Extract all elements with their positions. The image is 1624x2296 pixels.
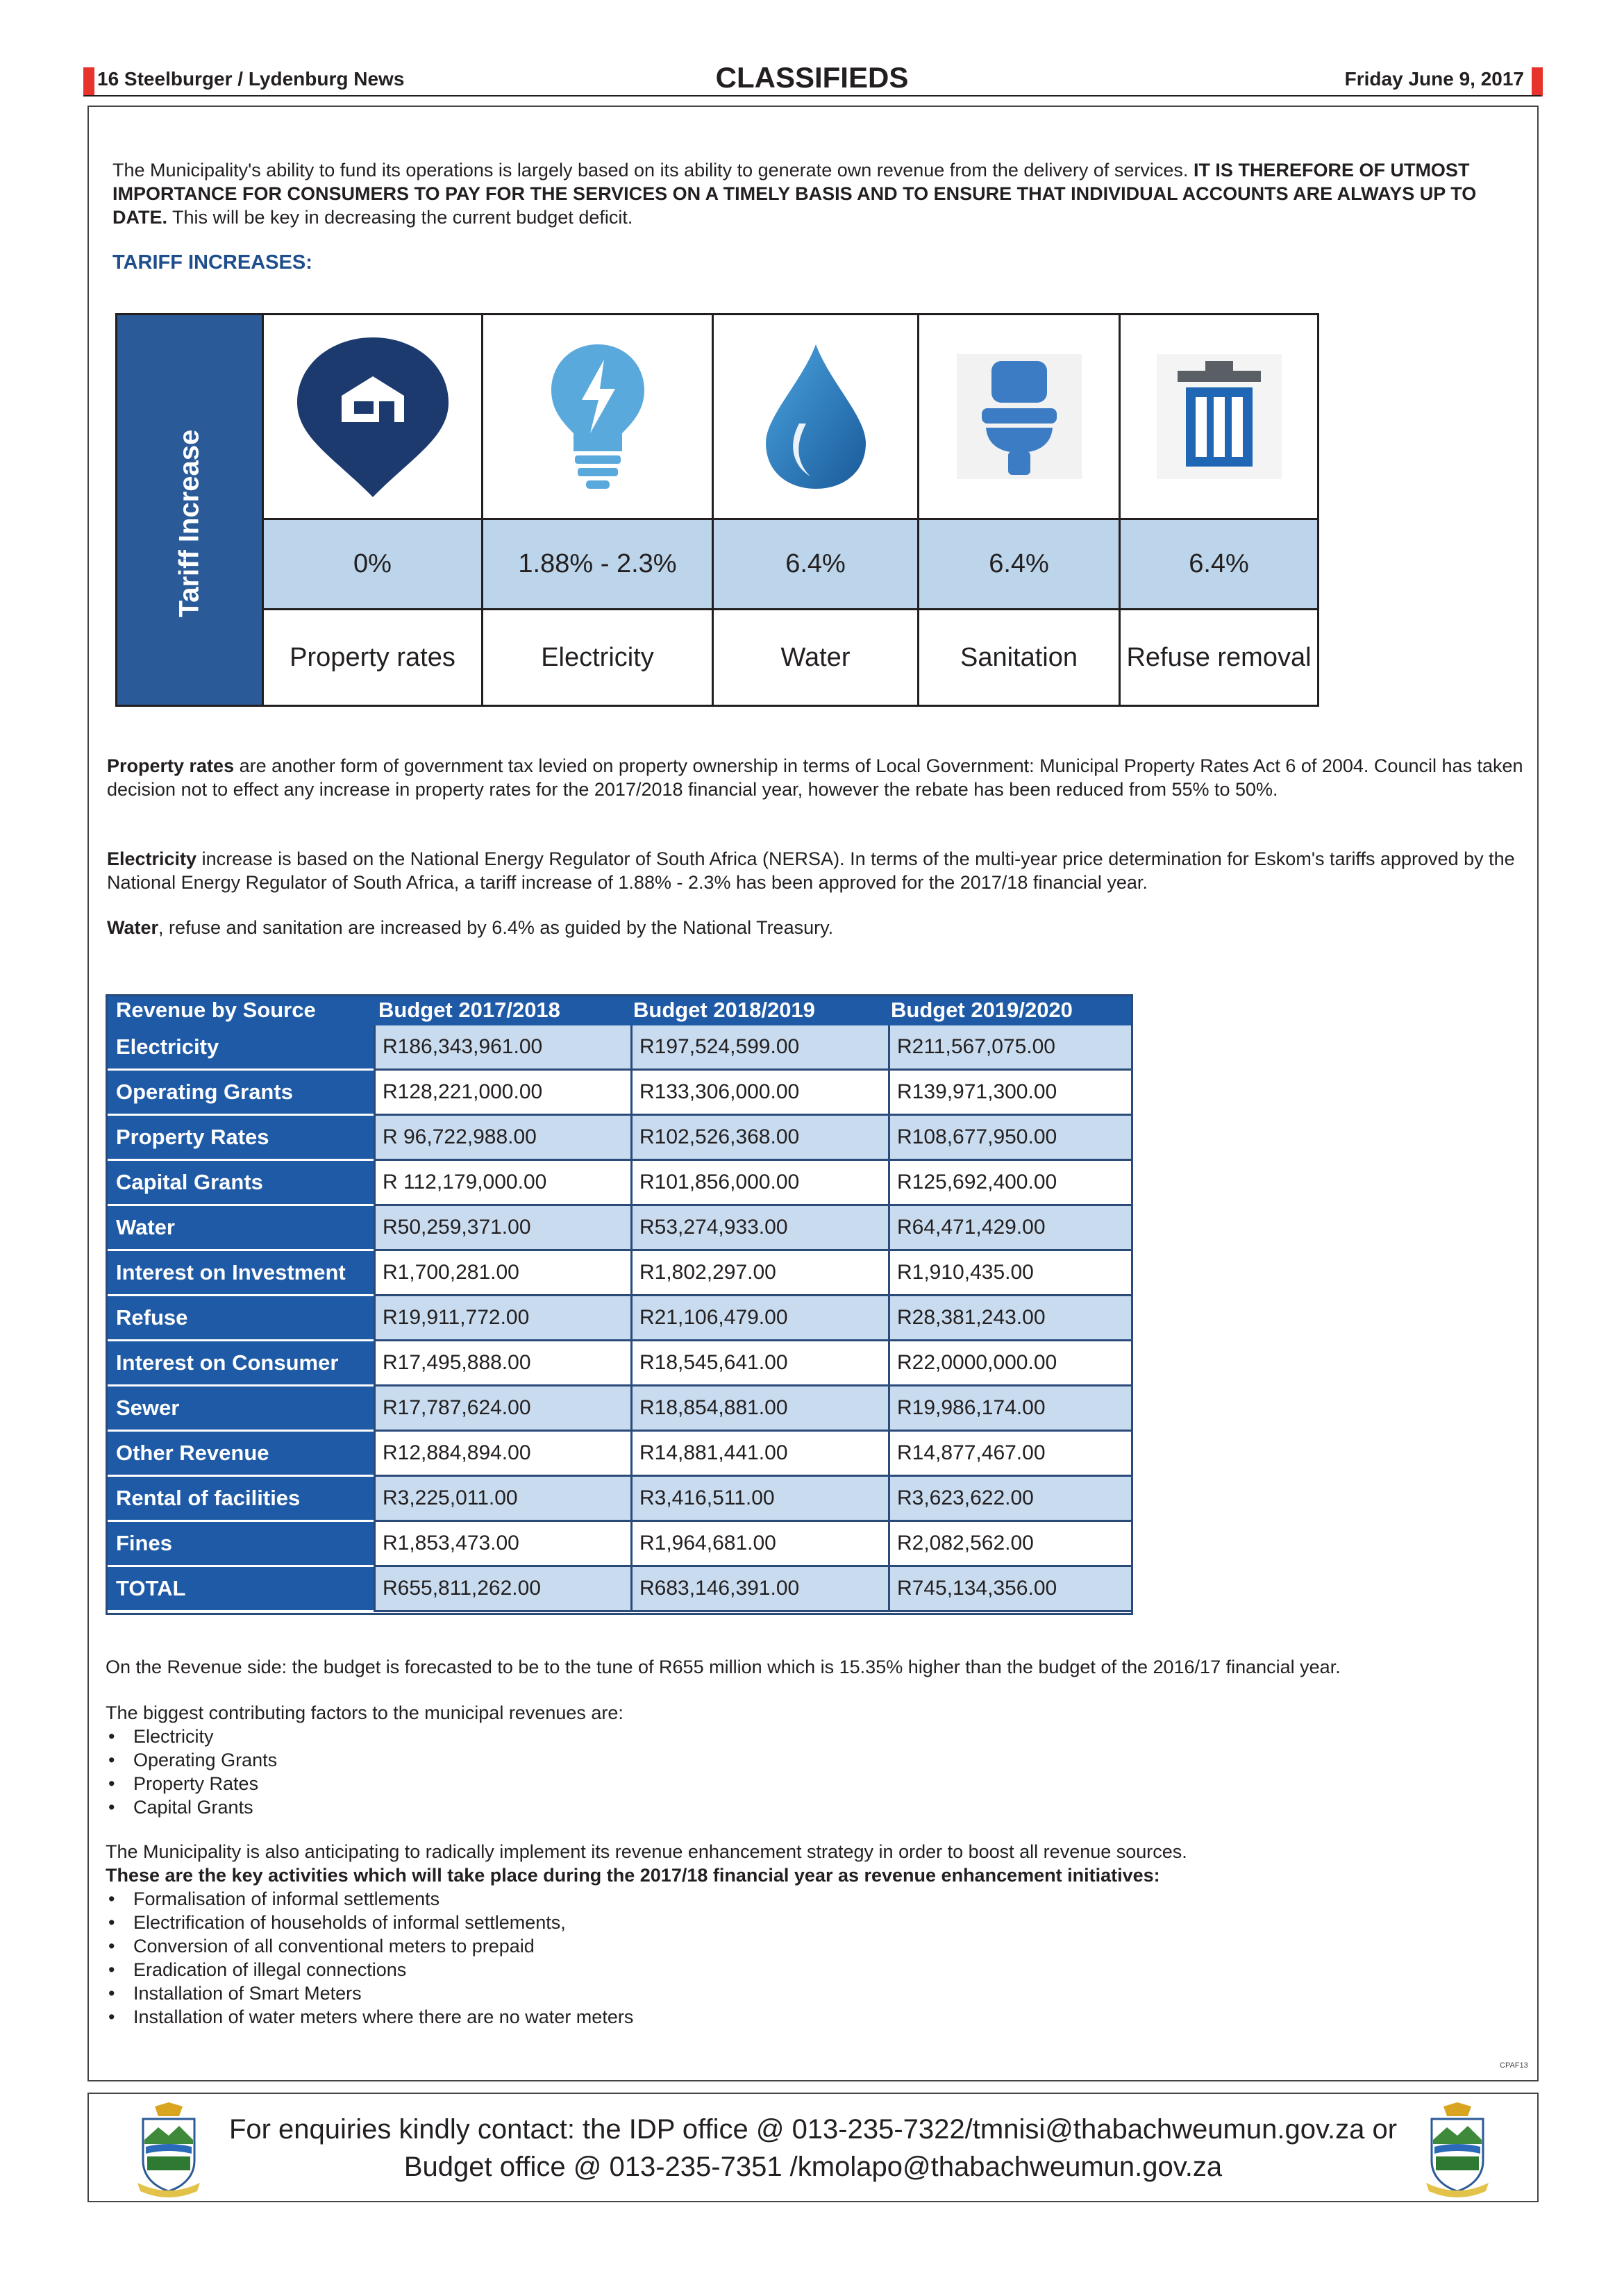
property-rates-note <box>107 754 1530 801</box>
budget-cell: R18,545,641.00 <box>630 1341 888 1386</box>
factors-intro: The biggest contributing factors to the municipal revenues are: <box>106 1702 623 1723</box>
budget-cell: R22,0000,000.00 <box>888 1341 1131 1386</box>
budget-cell: R2,082,562.00 <box>888 1522 1131 1567</box>
tariff-name: Water <box>780 642 851 672</box>
table-row <box>108 1432 1131 1477</box>
tariff-name: Refuse removal <box>1126 642 1312 672</box>
budget-cell: R1,910,435.00 <box>888 1251 1131 1296</box>
list-item: • Electricity <box>106 1725 1425 1748</box>
list-item: • Formalisation of informal settlements <box>106 1887 1425 1911</box>
table-row <box>108 1341 1131 1386</box>
budget-cell: R12,884,894.00 <box>374 1432 630 1477</box>
note-text: , refuse and sanitation are increased by 6.4% as guided by the National Treasury. <box>158 917 834 938</box>
revenue-source: Other Revenue <box>108 1432 374 1477</box>
table-row <box>108 1025 1131 1071</box>
list-item: • Electrification of households of informal settlements, <box>106 1911 1425 1934</box>
budget-cell: R1,964,681.00 <box>630 1522 888 1567</box>
budget-cell: R101,856,000.00 <box>630 1161 888 1206</box>
table-row <box>108 1116 1131 1161</box>
budget-cell: R18,854,881.00 <box>630 1386 888 1432</box>
budget-cell: R139,971,300.00 <box>888 1071 1131 1116</box>
tariff-percent: 6.4% <box>1121 518 1317 610</box>
note-term: Property rates <box>107 755 235 776</box>
tariff-name: Sanitation <box>960 642 1078 672</box>
table-row <box>108 1251 1131 1296</box>
list-item: • Eradication of illegal connections <box>106 1958 1425 1981</box>
revenue-source: Refuse <box>108 1296 374 1341</box>
budget-cell: R21,106,479.00 <box>630 1296 888 1341</box>
newspaper-page-label: 16 Steelburger / Lydenburg News <box>97 68 405 90</box>
tariff-col-water <box>712 315 917 705</box>
budget-cell: R197,524,599.00 <box>630 1025 888 1071</box>
note-text: are another form of government tax levied on property ownership in terms of Local Government: Municipal Property Rates Act 6 of 2004. Council has taken decision not to effect any increase in property rates for the 2017/2018 financial year, however the rebate has been reduced from 55% to 50%. <box>107 755 1523 800</box>
budget-cell: R14,881,441.00 <box>630 1432 888 1477</box>
budget-cell: R745,134,356.00 <box>888 1567 1131 1612</box>
budget-cell: R3,416,511.00 <box>630 1477 888 1522</box>
revenue-source: Sewer <box>108 1386 374 1432</box>
revenue-source: Property Rates <box>108 1116 374 1161</box>
budget-cell: R64,471,429.00 <box>888 1206 1131 1251</box>
budget-cell: R683,146,391.00 <box>630 1567 888 1612</box>
table-row <box>108 1296 1131 1341</box>
budget-cell: R28,381,243.00 <box>888 1296 1131 1341</box>
toilet-icon <box>919 315 1119 518</box>
budget-cell: R3,225,011.00 <box>374 1477 630 1522</box>
municipal-crest-icon <box>1419 2101 1496 2198</box>
tariff-percent: 6.4% <box>919 518 1119 610</box>
budget-cell: R108,677,950.00 <box>888 1116 1131 1161</box>
revenue-source: Interest on Investment <box>108 1251 374 1296</box>
revenue-source: Rental of facilities <box>108 1477 374 1522</box>
table-row <box>108 1522 1131 1567</box>
revenue-source: Electricity <box>108 1025 374 1071</box>
budget-cell: R 96,722,988.00 <box>374 1116 630 1161</box>
ad-code: CPAF13 <box>1500 2061 1528 2070</box>
tariff-graphic <box>115 313 1319 707</box>
electricity-note <box>107 847 1530 894</box>
budget-cell: R 112,179,000.00 <box>374 1161 630 1206</box>
water-note <box>107 916 1530 939</box>
intro-text: The Municipality's ability to fund its operations is largely based on its ability to generate own revenue from the delivery of services. <box>112 160 1194 181</box>
lightbulb-icon <box>483 315 712 518</box>
budget-cell: R128,221,000.00 <box>374 1071 630 1116</box>
revenue-table-header <box>108 996 1131 1025</box>
budget-cell: R1,802,297.00 <box>630 1251 888 1296</box>
tariff-name: Property rates <box>290 642 455 672</box>
table-row <box>108 1477 1131 1522</box>
house-pin-icon <box>264 315 481 518</box>
activities-block <box>106 1840 1425 2029</box>
contact-text <box>228 2111 1398 2186</box>
header-cell: Budget 2017/2018 <box>378 998 560 1022</box>
budget-cell: R102,526,368.00 <box>630 1116 888 1161</box>
budget-cell: R211,567,075.00 <box>888 1025 1131 1071</box>
tariff-percent: 0% <box>264 518 481 610</box>
revenue-source: Water <box>108 1206 374 1251</box>
contact-line-2: Budget office @ 013-235-7351 /kmolapo@thabachweumun.gov.za <box>403 2152 1223 2182</box>
revenue-source: Interest on Consumer <box>108 1341 374 1386</box>
tariff-col-sanitation <box>917 315 1119 705</box>
table-row <box>108 1567 1131 1612</box>
table-row <box>108 1386 1131 1432</box>
budget-cell: R14,877,467.00 <box>888 1432 1131 1477</box>
revenue-source: Capital Grants <box>108 1161 374 1206</box>
note-term: Electricity <box>107 848 197 869</box>
tariff-percent: 1.88% - 2.3% <box>483 518 712 610</box>
budget-cell: R655,811,262.00 <box>374 1567 630 1612</box>
budget-cell: R133,306,000.00 <box>630 1071 888 1116</box>
section-title: CLASSIFIEDS <box>715 61 909 94</box>
budget-cell: R186,343,961.00 <box>374 1025 630 1071</box>
activities-intro: These are the key activities which will take place during the 2017/18 financial year as revenue enhancement initiatives: <box>106 1865 1160 1886</box>
tariff-side-band <box>117 315 262 705</box>
list-item: • Conversion of all conventional meters to prepaid <box>106 1934 1425 1958</box>
header-accent-right <box>1532 67 1543 97</box>
tariff-heading: TARIFF INCREASES: <box>112 251 312 274</box>
issue-date: Friday June 9, 2017 <box>1344 68 1524 90</box>
budget-cell: R1,700,281.00 <box>374 1251 630 1296</box>
contact-line-1: For enquiries kindly contact: the IDP office @ 013-235-7322/tmnisi@thabachweumun.gov.za or <box>228 2114 1398 2145</box>
tariff-side-label: Tariff Increase <box>174 429 205 618</box>
header-cell: Budget 2018/2019 <box>633 998 815 1022</box>
table-row <box>108 1161 1131 1206</box>
header-cell: Revenue by Source <box>116 998 316 1022</box>
list-item: • Installation of Smart Meters <box>106 1981 1425 2005</box>
tariff-col-property <box>262 315 481 705</box>
intro-emphasis: IT IS THEREFORE OF UTMOST IMPORTANCE FOR CONSUMERS TO PAY FOR THE SERVICES ON A TIMELY BASIS AND TO ENSURE THAT INDIVIDUAL ACCOUNTS ARE ALWAYS UP TO DATE. <box>112 160 1477 228</box>
list-item: • Installation of water meters where there are no water meters <box>106 2005 1425 2029</box>
strategy-line: The Municipality is also anticipating to radically implement its revenue enhancement strategy in order to boost all revenue sources. <box>106 1841 1187 1862</box>
water-drop-icon <box>714 315 917 518</box>
tariff-col-electricity <box>481 315 712 705</box>
list-item: • Capital Grants <box>106 1795 1425 1819</box>
revenue-source: Fines <box>108 1522 374 1567</box>
budget-cell: R17,495,888.00 <box>374 1341 630 1386</box>
factors-block <box>106 1701 1425 1819</box>
tariff-col-refuse <box>1119 315 1317 705</box>
intro-paragraph <box>112 158 1501 229</box>
budget-cell: R3,623,622.00 <box>888 1477 1131 1522</box>
header-rule <box>83 95 1541 97</box>
table-row <box>108 1206 1131 1251</box>
note-text: increase is based on the National Energy Regulator of South Africa (NERSA). In terms of the multi-year price determination for Eskom's tariffs approved by the National Energy Regulator of South Africa, a tariff increase of 1.88% - 2.3% has been approved for the 2017/18 financial year. <box>107 848 1515 893</box>
budget-cell: R19,986,174.00 <box>888 1386 1131 1432</box>
contact-footer <box>87 2093 1539 2202</box>
budget-cell: R53,274,933.00 <box>630 1206 888 1251</box>
header-cell: Budget 2019/2020 <box>891 998 1073 1022</box>
budget-cell: R50,259,371.00 <box>374 1206 630 1251</box>
table-row <box>108 1071 1131 1116</box>
budget-cell: R19,911,772.00 <box>374 1296 630 1341</box>
note-term: Water <box>107 917 159 938</box>
revenue-table <box>106 994 1133 1615</box>
trash-bin-icon <box>1121 315 1317 518</box>
intro-tail: This will be key in decreasing the current budget deficit. <box>167 207 633 228</box>
revenue-source: Operating Grants <box>108 1071 374 1116</box>
revenue-source: TOTAL <box>108 1567 374 1612</box>
budget-cell: R1,853,473.00 <box>374 1522 630 1567</box>
municipal-crest-icon <box>131 2101 207 2198</box>
revenue-summary: On the Revenue side: the budget is forecasted to be to the tune of R655 million which is 15.35% higher than the budget of the 2016/17 financial year. <box>106 1657 1341 1677</box>
tariff-name: Electricity <box>541 642 654 672</box>
list-item: • Property Rates <box>106 1772 1425 1795</box>
list-item: • Operating Grants <box>106 1748 1425 1772</box>
budget-cell: R17,787,624.00 <box>374 1386 630 1432</box>
tariff-percent: 6.4% <box>714 518 917 610</box>
budget-cell: R125,692,400.00 <box>888 1161 1131 1206</box>
